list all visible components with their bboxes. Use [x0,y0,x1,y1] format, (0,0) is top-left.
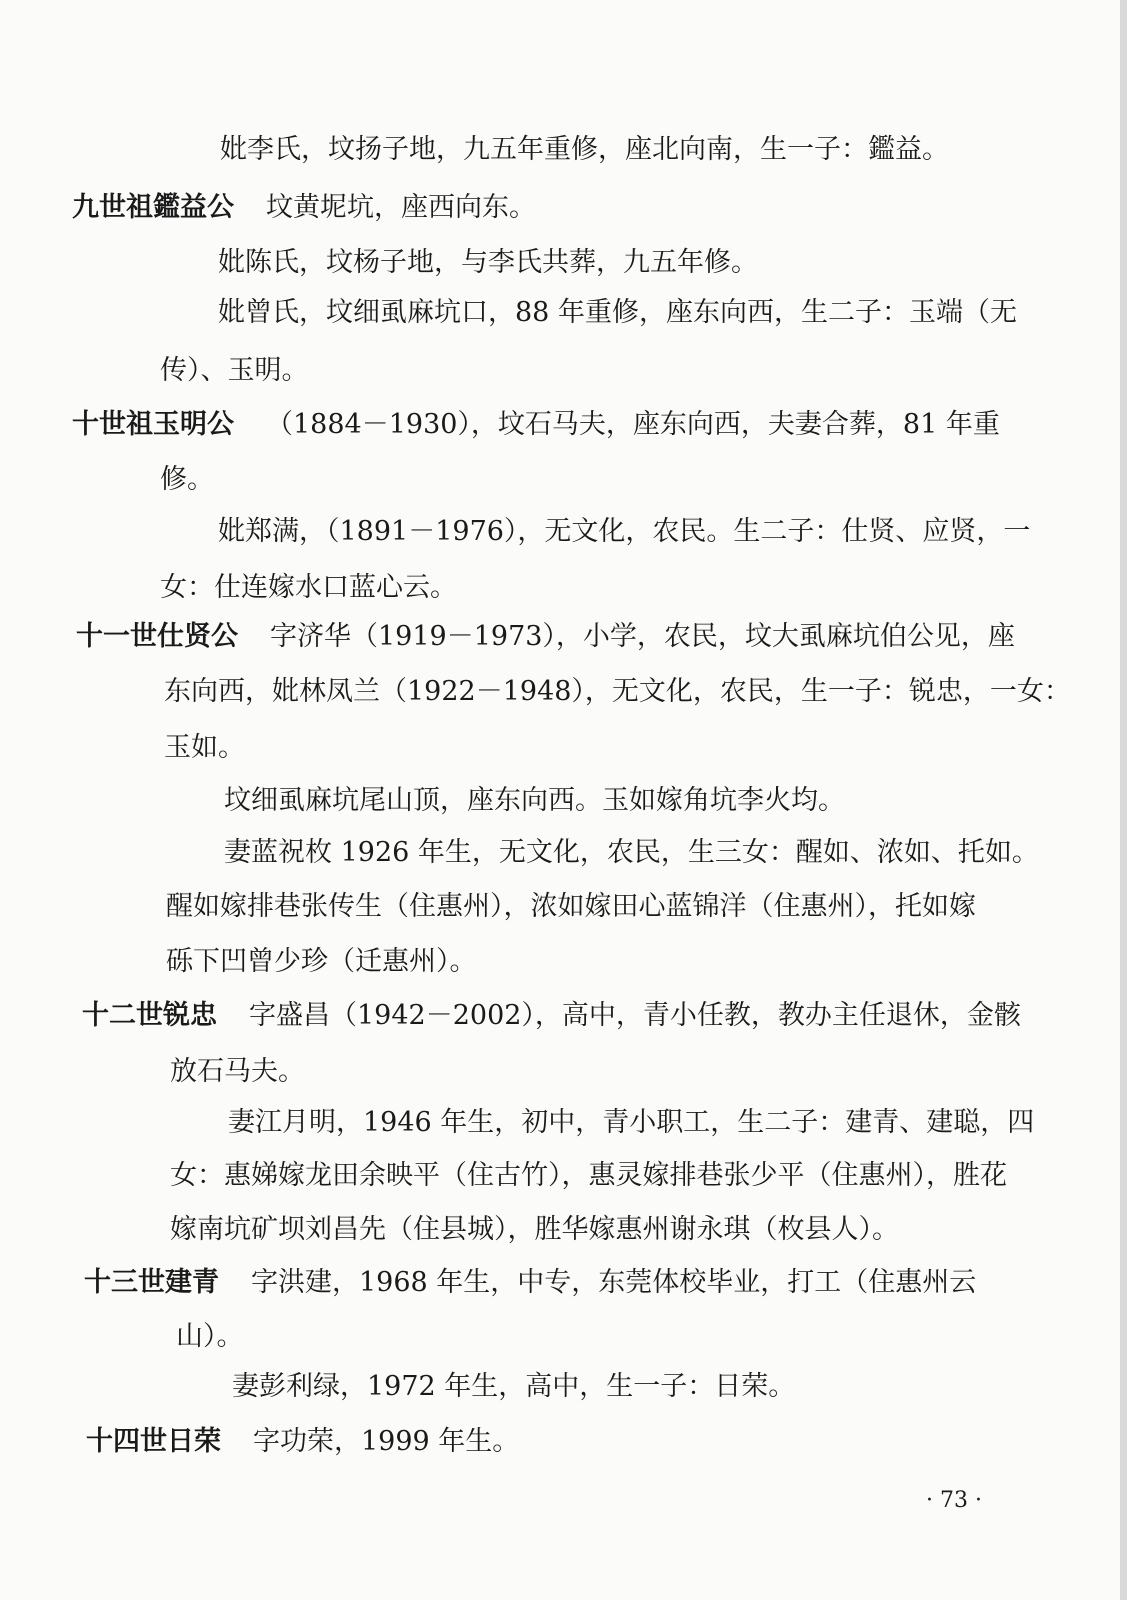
text-line [170,1057,305,1087]
generation-heading: 十二世锐忠 [82,1000,217,1031]
line-text: （1884－1930），坟石马夫，座东向西，夫妻合葬，81 年重 [266,409,1000,440]
line-text: 女：仕连嫁水口蓝心云。 [160,572,457,603]
page-edge-shadow [1120,0,1127,1600]
entry-line [82,1001,1021,1031]
text-line [170,1161,1007,1191]
text-line [166,947,477,977]
line-text: 字功荣，1999 年生。 [253,1426,520,1457]
generation-heading: 十一世仕贤公 [76,621,238,652]
text-line [164,733,245,763]
line-text: 东向西，妣林凤兰（1922－1948），无文化，农民，生一子：锐忠，一女： [164,676,1071,707]
text-line [160,465,214,495]
line-text: 玉如。 [164,732,245,763]
text-line [220,135,949,165]
text-line [224,838,1039,868]
line-text: 坟黄坭坑，座西向东。 [266,192,536,223]
line-text: 妣李氏，坟扬子地，九五年重修，座北向南，生一子：鑑益。 [220,134,949,165]
text-line [164,677,1071,707]
generation-heading: 十四世日荣 [86,1426,221,1457]
line-text: 放石马夫。 [170,1056,305,1087]
text-line [224,786,845,816]
line-text: 砾下凹曾少珍（迁惠州）。 [166,946,477,977]
page-number: · 73 · [926,1488,982,1513]
line-text: 妻江月明，1946 年生，初中，青小职工，生二子：建青、建聪，四 [228,1107,1035,1138]
entry-line [76,622,1015,652]
line-text: 坟细虱麻坑尾山顶，座东向西。玉如嫁角坑李火均。 [224,785,845,816]
line-text: 妻蓝祝枚 1926 年生，无文化，农民，生三女：醒如、浓如、托如。 [224,837,1039,868]
line-text: 妣陈氏，坟杨子地，与李氏共葬，九五年修。 [218,247,758,278]
line-text: 山）。 [176,1321,244,1352]
entry-line [72,193,536,223]
text-line [228,1108,1034,1138]
line-text: 妣曾氏，坟细虱麻坑口，88 年重修，座东向西，生二子：玉端（无 [218,297,1017,328]
line-text: 嫁南坑矿坝刘昌先（住县城），胜华嫁惠州谢永琪（枚县人）。 [170,1214,899,1245]
text-line [218,517,1030,547]
line-text: 妻彭利绿，1972 年生，高中，生一子：日荣。 [232,1371,796,1402]
entry-line [72,410,1000,440]
entry-line [84,1268,976,1298]
line-text: 字盛昌（1942－2002），高中，青小任教，教办主任退休，金骸 [249,1000,1021,1031]
line-text: 修。 [160,464,214,495]
text-line [218,298,1017,328]
text-line [170,1215,899,1245]
text-line [218,248,758,278]
generation-heading: 十世祖玉明公 [72,409,234,440]
generation-heading: 十三世建青 [84,1267,219,1298]
line-text: 醒如嫁排巷张传生（住惠州），浓如嫁田心蓝锦洋（住惠州），托如嫁 [166,891,976,922]
entry-line [86,1427,519,1457]
line-text: 字洪建，1968 年生，中专，东莞体校毕业，打工（住惠州云 [251,1267,977,1298]
text-line [166,892,976,922]
text-line [160,573,457,603]
line-text: 妣郑满，（1891－1976），无文化，农民。生二子：仕贤、应贤，一 [218,516,1031,547]
line-text: 字济华（1919－1973），小学，农民，坟大虱麻坑伯公见，座 [270,621,1015,652]
line-text: 女：惠娣嫁龙田余映平（住古竹），惠灵嫁排巷张少平（住惠州），胜花 [170,1160,1007,1191]
text-line [160,356,309,386]
generation-heading: 九世祖鑑益公 [72,192,234,223]
text-line [232,1372,795,1402]
text-line [176,1322,244,1352]
line-text: 传）、玉明。 [160,355,309,386]
